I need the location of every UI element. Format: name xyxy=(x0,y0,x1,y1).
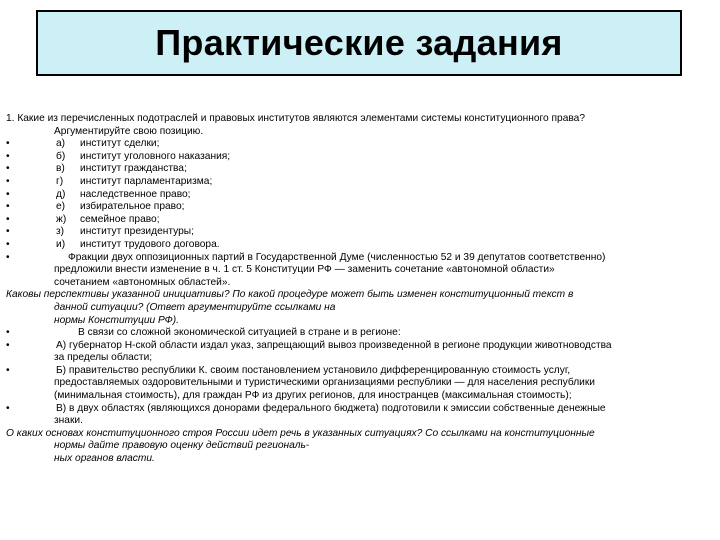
q3-question-line3: ных органов власти. xyxy=(54,453,155,465)
q3-b-line1: Б) правительство республики К. своим постановлением установило дифференцированную стоимость услуг, xyxy=(56,364,571,376)
q1-option-row xyxy=(6,163,712,176)
bullet: • xyxy=(6,138,10,150)
q1-option-letter: б) xyxy=(56,150,66,162)
bullet: • xyxy=(6,327,10,339)
q3-a-line1: А) губернатор Н-ской области издал указ, запрещающий вывоз произведенной в регионе продукции животноводства xyxy=(56,339,612,351)
bullet: • xyxy=(6,226,10,238)
q1-option-row xyxy=(6,214,712,227)
q2-question-line1: Каковы перспективы указанной инициативы? По какой процедуре может быть изменен конституционный текст в xyxy=(6,289,574,301)
q3-a-line2: за пределы области; xyxy=(54,352,153,364)
q1-option-text: избирательное право; xyxy=(80,201,185,213)
bullet: • xyxy=(6,364,10,376)
q3-c-line2: знаки. xyxy=(54,415,83,427)
q2-question-line2: данной ситуации? (Ответ аргументируйте ссылками на xyxy=(54,301,336,313)
q1-option-letter: з) xyxy=(56,226,65,238)
page-title: Практические задания xyxy=(155,22,563,63)
q1-option-row xyxy=(6,138,712,151)
bullet: • xyxy=(6,213,10,225)
q3-question-line2: нормы дайте правовую оценку действий региональ- xyxy=(54,440,310,452)
q1-option-row xyxy=(6,151,712,164)
q1-option-letter: в) xyxy=(56,163,65,175)
bullet: • xyxy=(6,201,10,213)
q1-option-text: семейное право; xyxy=(80,213,160,225)
bullet: • xyxy=(6,188,10,200)
bullet: • xyxy=(6,402,10,414)
q1-option-text: институт трудового договора. xyxy=(80,238,220,250)
q3-b-row xyxy=(6,365,712,378)
q2-line3: сочетанием «автономных областей». xyxy=(54,276,231,288)
q3-intro-row xyxy=(6,327,712,340)
q1-option-text: институт гражданства; xyxy=(80,163,187,175)
q3-b-line3: (минимальная стоимость), для граждан РФ из других регионов, для иностранцев (максимальная стоимость); xyxy=(54,390,572,402)
bullet: • xyxy=(6,163,10,175)
q1-option-row xyxy=(6,239,712,252)
q3-b-line2: предоставляемых оздоровительными и туристическими организациями республики — для населения республики xyxy=(54,377,595,389)
q1-option-text: наследственное право; xyxy=(80,188,191,200)
q1-option-text: институт уголовного наказания; xyxy=(80,150,231,162)
content-body xyxy=(6,113,712,466)
title-box xyxy=(36,10,682,76)
q3-c-line1: В) в двух областях (являющихся донорами федерального бюджета) подготовили к эмиссии собственные денежные xyxy=(56,402,606,414)
bullet: • xyxy=(6,150,10,162)
q1-option-letter: а) xyxy=(56,138,66,150)
q1-options-list xyxy=(6,138,712,251)
q2-question-line3: нормы Конституции РФ). xyxy=(54,314,180,326)
q1-option-letter: г) xyxy=(56,175,64,187)
q1-option-row xyxy=(6,176,712,189)
q1-line2: Аргументируйте свою позицию. xyxy=(54,125,204,137)
q2-line1: Фракции двух оппозиционных партий в Государственной Думе (численностью 52 и 39 депутатов соответственно) xyxy=(68,251,606,263)
q1-option-letter: д) xyxy=(56,188,66,200)
q3-c-row xyxy=(6,403,712,416)
q3-a-row xyxy=(6,340,712,353)
q2-bullet-row xyxy=(6,252,712,265)
q1-option-row xyxy=(6,201,712,214)
bullet: • xyxy=(6,251,10,263)
q1-option-text: институт президентуры; xyxy=(80,226,194,238)
bullet: • xyxy=(6,238,10,250)
bullet: • xyxy=(6,339,10,351)
q1-option-text: институт сделки; xyxy=(80,138,160,150)
q3-intro: В связи со сложной экономической ситуацией в стране и в регионе: xyxy=(78,327,401,339)
q1-line1: 1. Какие из перечисленных подотраслей и правовых институтов являются элементами системы конституционного права? xyxy=(6,113,585,124)
q1-option-letter: е) xyxy=(56,201,66,213)
q1-option-text: институт парламентаризма; xyxy=(80,175,213,187)
q1-option-row xyxy=(6,226,712,239)
q3-question-line1: О каких основах конституционного строя России идет речь в указанных ситуациях? Со ссылками на конституционные xyxy=(6,427,595,439)
q2-line2: предложили внести изменение в ч. 1 ст. 5 Конституции РФ — заменить сочетание «автономной области» xyxy=(54,264,555,276)
q1-option-row xyxy=(6,189,712,202)
bullet: • xyxy=(6,175,10,187)
q1-option-letter: ж) xyxy=(56,213,67,225)
q1-option-letter: и) xyxy=(56,238,66,250)
